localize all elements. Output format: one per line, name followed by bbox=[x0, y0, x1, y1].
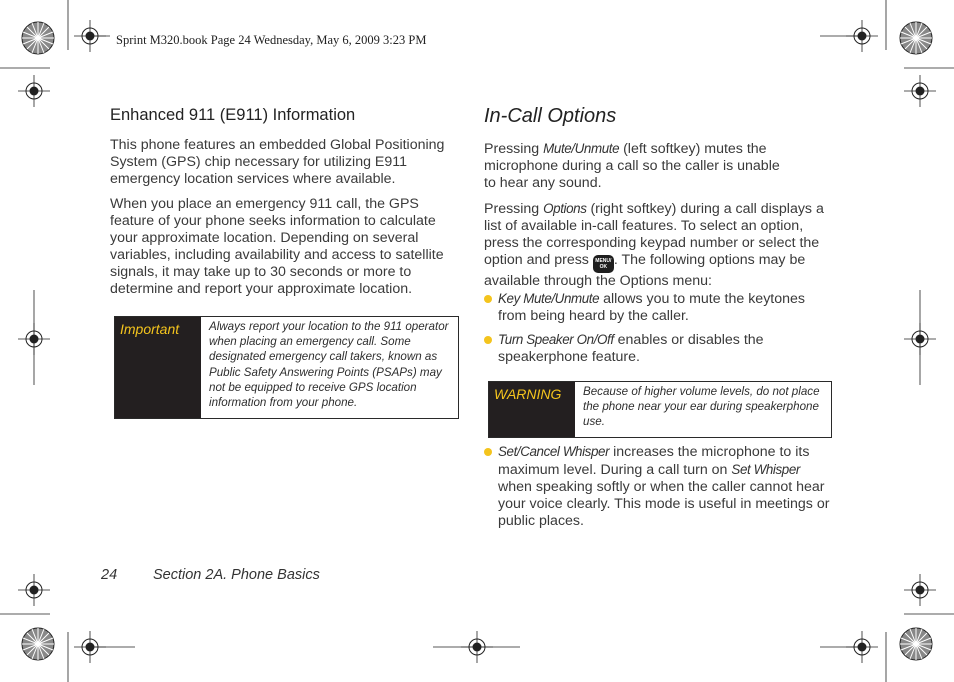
paragraph-text: This phone features an embedded Global Positioning System (GPS) chip necessary for utilizing E911 emergency location services where available. bbox=[110, 137, 445, 187]
option-text: when speaking softly or when the caller cannot hear your voice clearly. This mode is useful in meetings or public places. bbox=[498, 479, 830, 529]
warning-text: Because of higher volume levels, do not place the phone near your ear during speakerphone use. bbox=[583, 385, 820, 429]
section-heading: Enhanced 911 (E911) Information bbox=[110, 106, 356, 124]
options-list bbox=[484, 290, 814, 366]
bullet-icon bbox=[484, 336, 492, 344]
list-item bbox=[484, 331, 814, 366]
menu-ok-key-icon bbox=[593, 255, 614, 273]
option-term: Set Whisper bbox=[731, 462, 800, 477]
option-term: Turn Speaker On/Off bbox=[498, 332, 614, 347]
list-item bbox=[484, 290, 814, 325]
important-text: Always report your location to the 911 operator when placing an emergency call. Some designated emergency call takers, known as Public Safety Answering Points (PSAPs) may not be equipped to receive GPS location information from your phone. bbox=[209, 320, 449, 410]
text-run: Pressing bbox=[484, 201, 544, 217]
text-run: . The following options may be available through the Options menu: bbox=[484, 252, 806, 289]
print-header: Sprint M320.book Page 24 Wednesday, May 6, 2009 3:23 PM bbox=[116, 33, 427, 47]
list-item bbox=[484, 443, 834, 530]
softkey-term: Options bbox=[543, 201, 587, 216]
warning-label: WARNING bbox=[489, 382, 575, 437]
warning-notice bbox=[488, 381, 832, 438]
key-label: MENU/ bbox=[595, 258, 612, 264]
important-notice bbox=[114, 316, 459, 419]
page-title: In-Call Options bbox=[484, 105, 617, 127]
softkey-term: Mute/Unmute bbox=[543, 141, 620, 156]
options-paragraph bbox=[484, 200, 832, 290]
text-run: (right softkey) during a call displays a list of available in-call features. To select an option, press the corresponding keypad number or select the option and press bbox=[484, 201, 824, 268]
location-paragraph bbox=[110, 196, 455, 298]
key-label: OK bbox=[599, 264, 608, 270]
paragraph-text: When you place an emergency 911 call, the GPS feature of your phone seeks information to calculate your approximate location. Depending on several variables, including availability and access to satellite signals, it may take up to 30 seconds or more to determine and report your approximate location. bbox=[110, 196, 444, 297]
page-number: 24 bbox=[101, 567, 118, 583]
whisper-item bbox=[484, 443, 834, 530]
option-text: allows you to mute the keytones from being heard by the caller. bbox=[498, 291, 806, 324]
text-run: (left softkey) mutes the microphone during a call so the caller is unable to hear any sound. bbox=[484, 141, 780, 191]
bullet-icon bbox=[484, 295, 492, 303]
mute-paragraph bbox=[484, 140, 784, 192]
important-label: Important bbox=[115, 317, 201, 418]
gps-paragraph bbox=[110, 137, 460, 188]
bullet-icon bbox=[484, 448, 492, 456]
option-text: enables or disables the speakerphone feature. bbox=[498, 332, 764, 365]
footer-section-title: Section 2A. Phone Basics bbox=[153, 567, 320, 583]
text-run: Pressing bbox=[484, 141, 544, 157]
option-term: Key Mute/Unmute bbox=[498, 291, 600, 306]
option-term: Set/Cancel Whisper bbox=[498, 444, 610, 459]
option-text: increases the microphone to its maximum level. During a call turn on bbox=[498, 444, 810, 478]
